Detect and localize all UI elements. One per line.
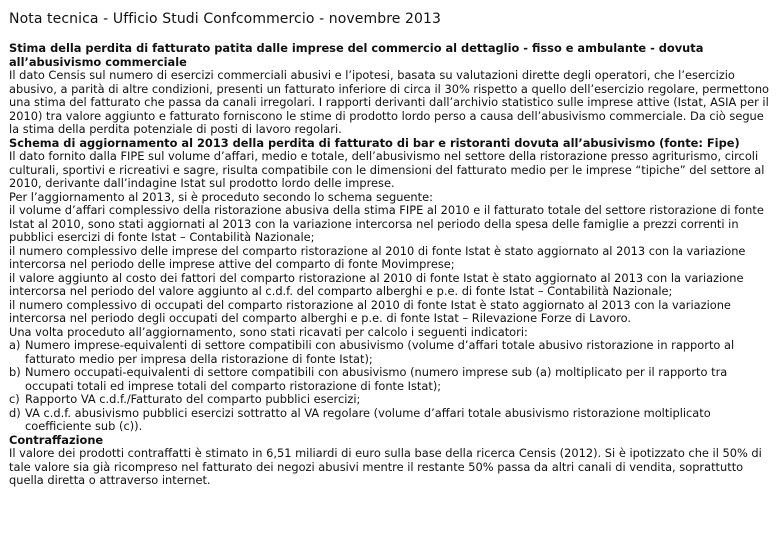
section1-paragraph: Il dato Censis sul numero di esercizi commerciali abusivi e l’ipotesi, basata su valutazioni dirette degli operatori, che l’esercizio abusivo, a parità di altre condizioni, presenti un fatturato inferiore di circa il 30% rispetto a quello dell’esercizio regolare, permettono una stima del fatturato che passa da canali irregolari. I rapporti derivanti dall’archivio statistico sulle imprese attive (Istat, ASIA per il 2010) tra valore aggiunto e fatturato forniscono le stime di prodotto lordo perso a causa dell’abusivismo commerciale. Da ciò segue la stima della perdita potenziale di posti di lavoro regolari. bbox=[9, 68, 770, 136]
indicator-item bbox=[9, 393, 772, 407]
indicator-item bbox=[9, 407, 772, 434]
section1-heading: Stima della perdita di fatturato patita dalle imprese del commercio al dettaglio - fisso e ambulante - dovuta all’abusivismo commerciale bbox=[9, 41, 704, 69]
document-title: Nota tecnica - Ufficio Studi Confcommercio - novembre 2013 bbox=[9, 11, 442, 27]
indicator-marker: a) bbox=[9, 338, 21, 352]
update-step: il volume d’affari complessivo della ristorazione abusiva della stima FIPE al 2010 e il fatturato totale del settore ristorazione di fonte Istat al 2010, sono stati aggiornati al 2013 con la variazione intercorsa nel periodo della spesa delle famiglie a prezzi correnti in pubblici esercizi di fonte Istat – Contabilità Nazionale; bbox=[9, 203, 764, 244]
section3-paragraph: Il valore dei prodotti contraffatti è stimato in 6,51 miliardi di euro sulla base della ricerca Censis (2012). Si è ipotizzato che il 50% di tale valore sia già ricompreso nel fatturato dei negozi abusivi mentre il restante 50% passa da altri canali di vendita, soprattutto quella diretta o attraverso internet. bbox=[9, 446, 762, 487]
update-step: il numero complessivo di occupati del comparto ristorazione al 2010 di fonte Istat è stato aggiornato al 2013 con la variazione intercorsa nel periodo degli occupati del comparto alberghi e p.e. di fonte Istat – Rilevazione Forze di Lavoro. bbox=[9, 297, 731, 325]
indicator-text: VA c.d.f. abusivismo pubblici esercizi sottratto al VA regolare (volume d’affari totale abusivismo ristorazione moltiplicato coefficiente sub (c)). bbox=[25, 405, 711, 433]
section3-heading: Contraffazione bbox=[9, 432, 104, 447]
indicator-marker: c) bbox=[9, 392, 20, 406]
indicator-list bbox=[9, 339, 772, 434]
indicator-item bbox=[9, 339, 772, 366]
indicator-text: Numero imprese-equivalenti di settore compatibili con abusivismo (volume d’affari totale abusivo ristorazione in rapporto al fatturato medio per impresa della ristorazione di fonte Istat); bbox=[25, 338, 735, 366]
section2-paragraph-2: Per l’aggiornamento al 2013, si è proceduto secondo lo schema seguente: bbox=[9, 189, 433, 204]
section2-paragraph-1: Il dato fornito dalla FIPE sul volume d’affari, medio e totale, dell’abusivismo nel settore della ristorazione presso agriturismo, circoli culturali, sportivi e ricreativi e sagre, risulta compatibile con le dimensioni del fatturato medio per le imprese “tipiche” del settore al 2010, derivante dall’indagine Istat sul prodotto lordo delle imprese. bbox=[9, 149, 765, 190]
indicator-item bbox=[9, 366, 772, 393]
indicator-marker: b) bbox=[9, 365, 21, 379]
section2-heading: Schema di aggiornamento al 2013 della perdita di fatturato di bar e ristoranti dovuta all’abusivismo (fonte: Fipe) bbox=[9, 135, 740, 150]
indicator-text: Numero occupati-equivalenti di settore compatibili con abusivismo (numero imprese sub (a) moltiplicato per il rapporto tra occupati totali ed imprese totali del comparto ristorazione di fonte Istat); bbox=[25, 365, 728, 393]
section2-paragraph-3: Una volta proceduto all’aggiornamento, sono stati ricavati per calcolo i seguenti indicatori: bbox=[9, 324, 528, 339]
indicator-marker: d) bbox=[9, 405, 21, 420]
update-step: il valore aggiunto al costo dei fattori del comparto ristorazione al 2010 di fonte Istat è stato aggiornato al 2013 con la variazione intercorsa nel periodo del valore aggiunto al c.d.f. del comparto alberghi e p.e. di fonte Istat – Contabilità Nazionale; bbox=[9, 270, 744, 298]
indicator-text: Rapporto VA c.d.f./Fatturato del comparto pubblici esercizi; bbox=[25, 392, 361, 406]
update-step: il numero complessivo delle imprese del comparto ristorazione al 2010 di fonte Istat è stato aggiornato al 2013 con la variazione intercorsa nel periodo delle imprese attive del comparto di fonte Movimprese; bbox=[9, 243, 746, 271]
